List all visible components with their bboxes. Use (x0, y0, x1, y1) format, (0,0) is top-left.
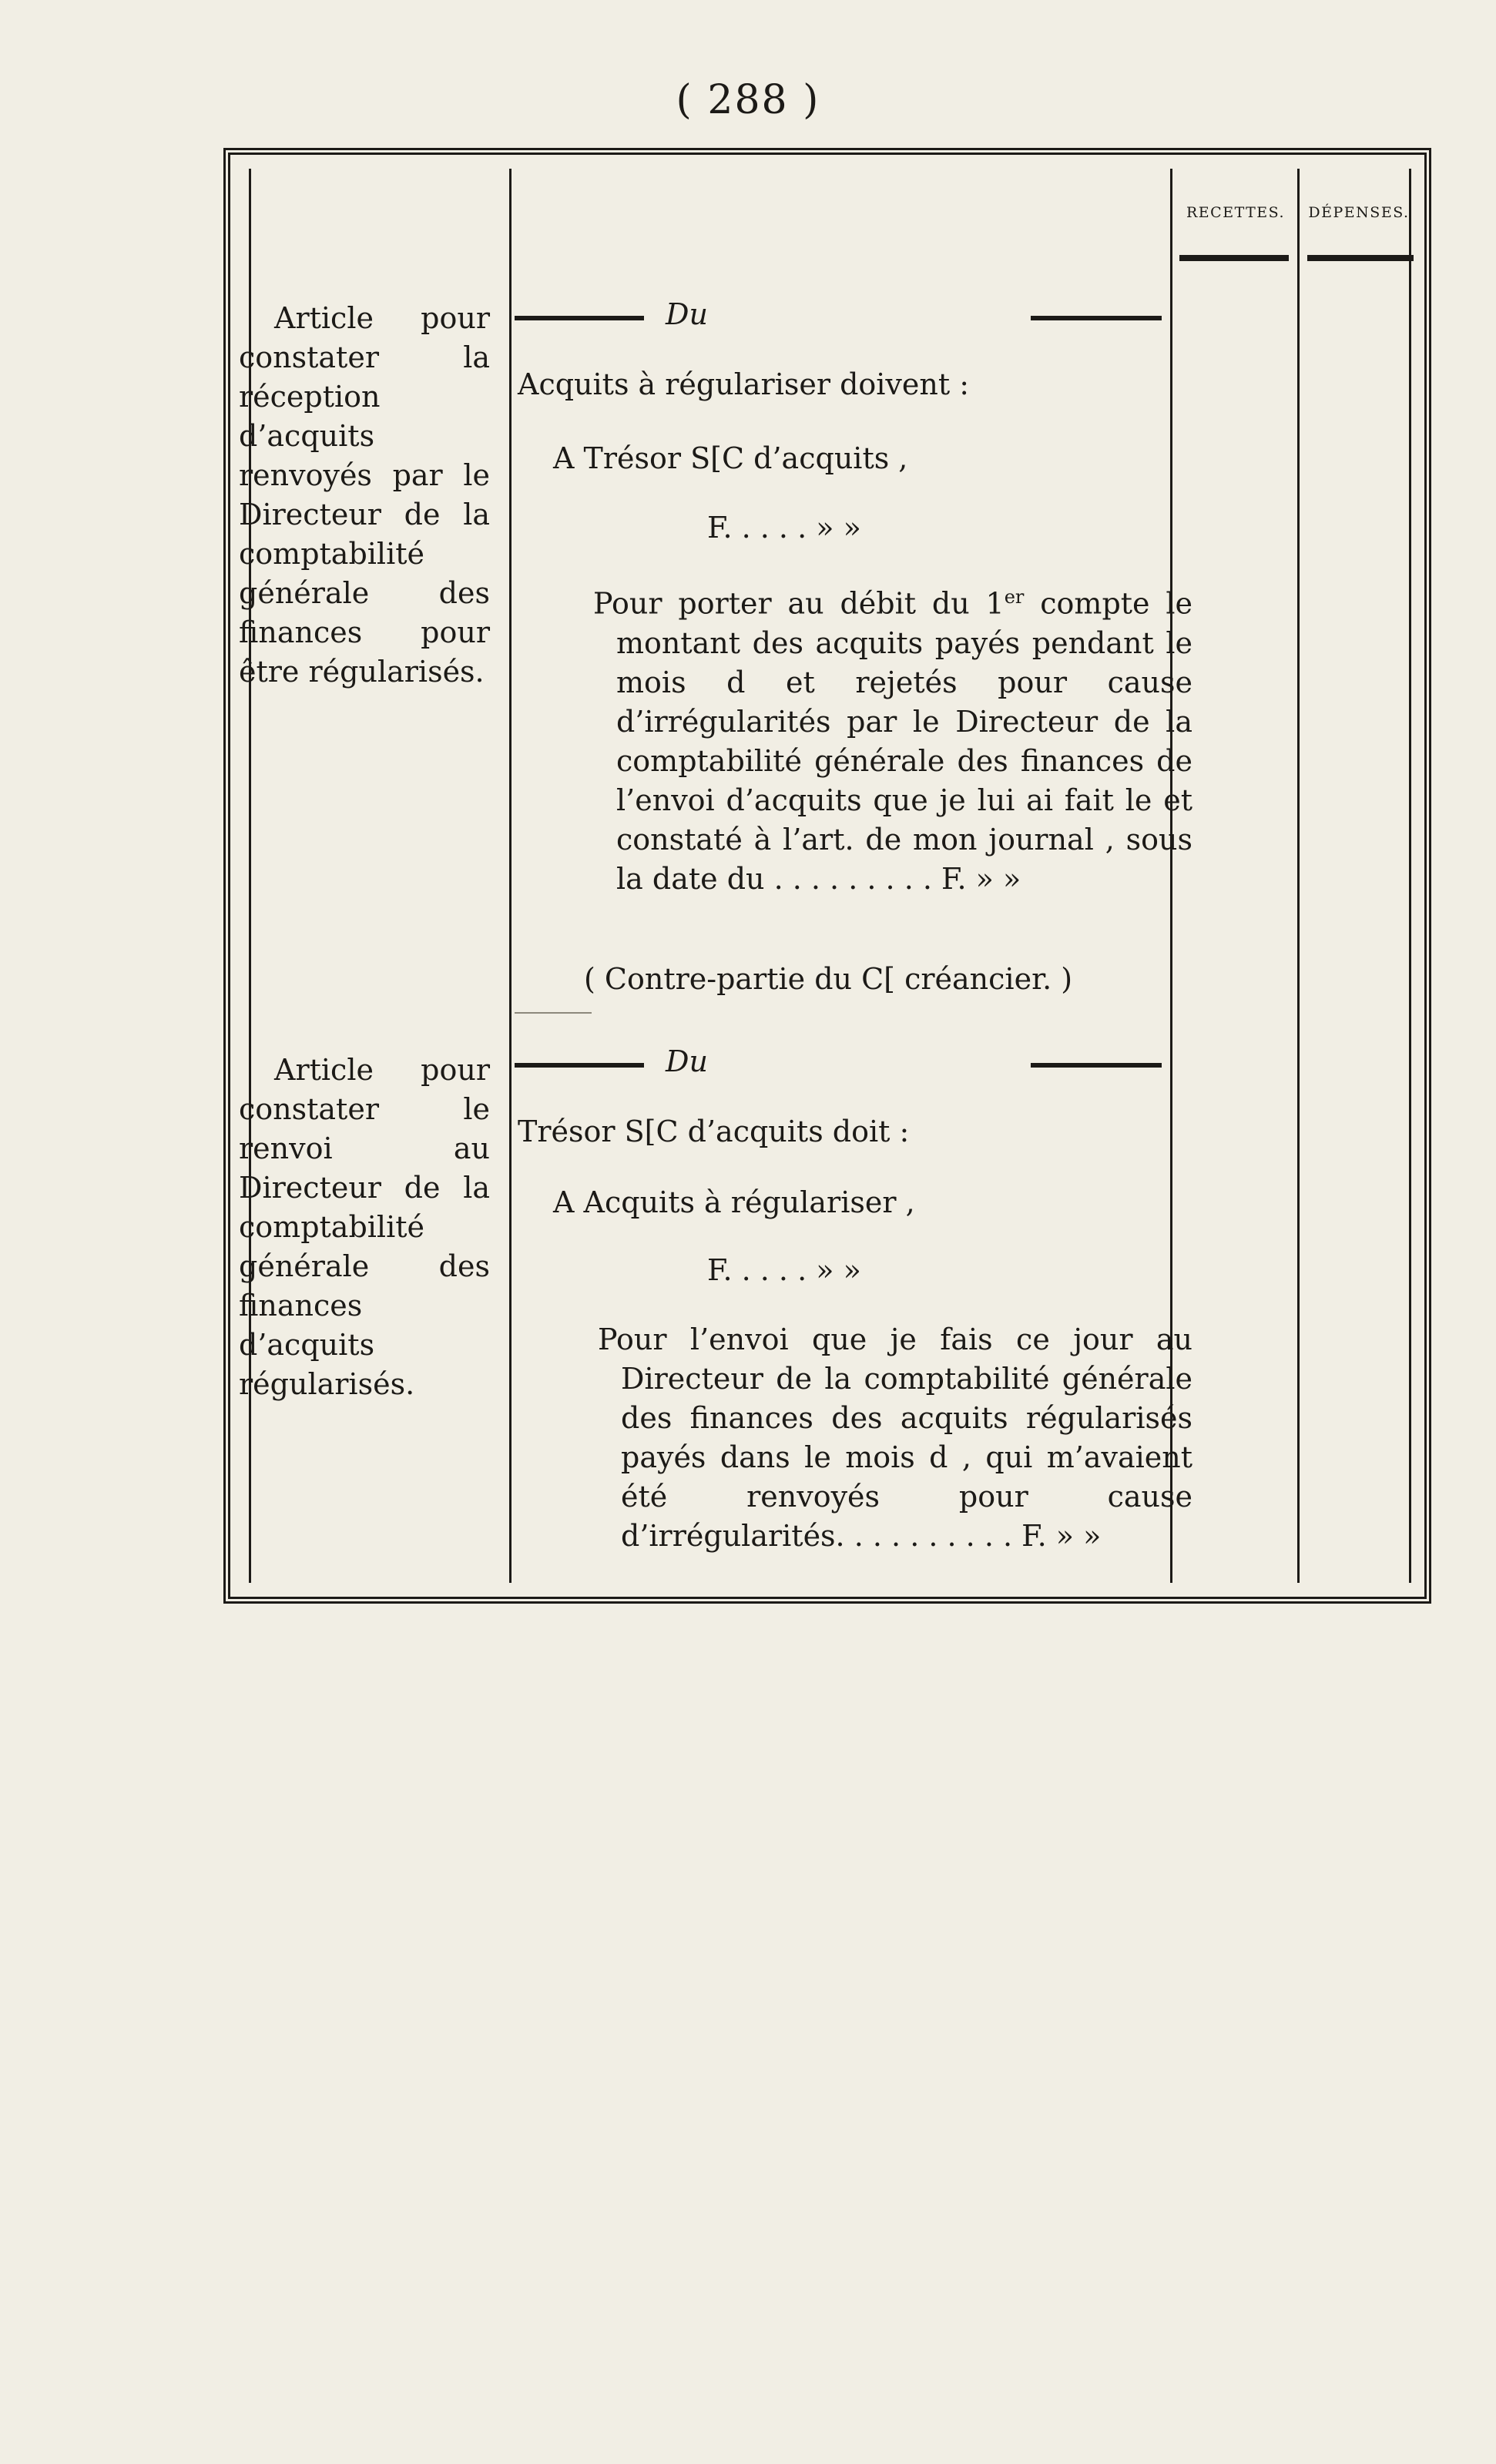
credit-line: A Trésor S[C d’acquits , (553, 441, 908, 475)
column-rule (1297, 169, 1300, 1583)
recettes-header: RECETTES. (1186, 204, 1286, 221)
contra-entry: ( Contre-partie du C[ créancier. ) (584, 962, 1073, 996)
amount-line: F. . . . . » » (707, 1253, 861, 1287)
du-heading: Du (515, 1044, 1162, 1083)
page-number: ( 288 ) (676, 77, 820, 123)
header-rule (1179, 255, 1289, 261)
side-note: Article pour constater la réception d’acquits renvoyés par le Directeur de la comptabilité générale des finances pour être régularisés. (239, 301, 490, 689)
explanation: Pour l’envoi que je fais ce jour au Directeur de la comptabilité générale des finances des acquits régularisés payés dans le mois d , qui m’avaient été renvoyés pour cause d’irrégularités. . . . . . . . . . F. » » (598, 1323, 1192, 1553)
debit-line: Trésor S[C d’acquits doit : (518, 1115, 910, 1148)
credit-line: A Acquits à régulariser , (553, 1185, 915, 1219)
header-rule (1307, 255, 1414, 261)
debit-line: Acquits à régulariser doivent : (518, 367, 970, 401)
column-rule (1409, 169, 1411, 1583)
divider (515, 1012, 592, 1014)
amount-line: F. . . . . » » (707, 511, 861, 545)
depenses-header: DÉPENSES. (1308, 204, 1410, 221)
du-heading: Du (515, 297, 1162, 336)
side-note: Article pour constater le renvoi au Directeur de la comptabilité générale des finances d’acquits régularisés. (239, 1053, 490, 1401)
explanation: Pour porter au débit du 1er compte le montant des acquits payés pendant le mois d et rejetés pour cause d’irrégularités par le Directeur de la comptabilité générale des finances de l’envoi d’acquits que je lui ai fait le et constaté à l’art. de mon journal , sous la date du . . . . . . . . . F. » » (593, 586, 1193, 896)
column-rule (509, 169, 512, 1583)
